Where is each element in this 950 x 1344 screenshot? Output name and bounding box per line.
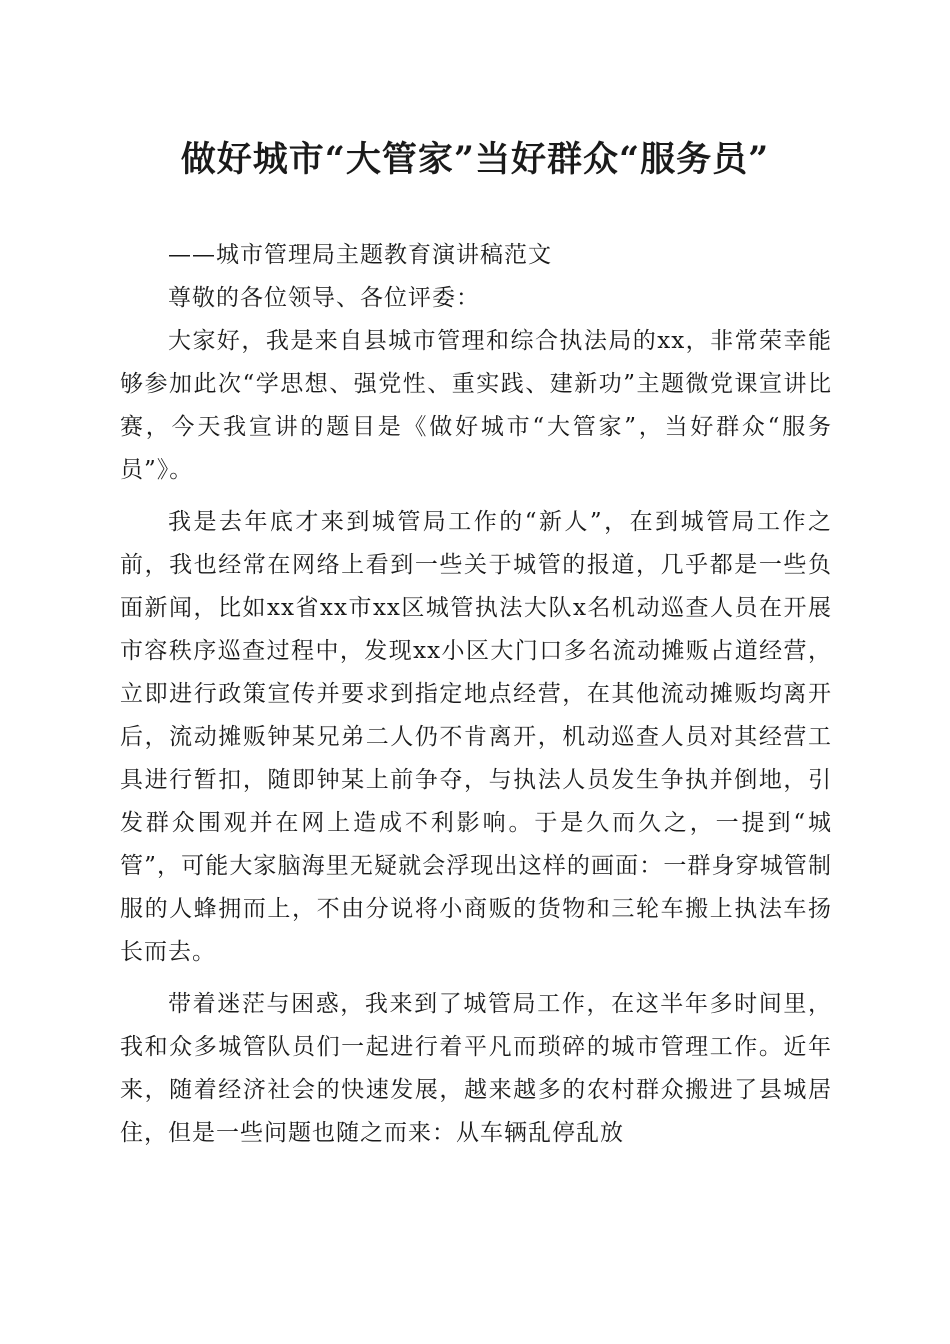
subtitle: ——城市管理局主题教育演讲稿范文 — [168, 242, 552, 268]
document-body — [120, 234, 832, 1155]
salutation: 尊敬的各位领导、各位评委： — [168, 285, 480, 311]
paragraph-work-experience: 带着迷茫与困惑，我来到了城管局工作，在这半年多时间里，我和众多城管队员们一起进行着平凡而琐碎的城市管理工作。近年来，随着经济社会的快速发展，越来越多的农村群众搬进了县城居住，但是一些问题也随之而来：从车辆乱停乱放 — [120, 991, 832, 1146]
paragraph-intro: 大家好，我是来自县城市管理和综合执法局的xx，非常荣幸能够参加此次“学思想、强党性、重实践、建新功”主题微党课宣讲比赛，今天我宣讲的题目是《做好城市“大管家”，当好群众“服务员”》。 — [120, 328, 832, 483]
paragraph-news-example: 我是去年底才来到城管局工作的“新人”，在到城管局工作之前，我也经常在网络上看到一些关于城管的报道，几乎都是一些负面新闻，比如xx省xx市xx区城管执法大队x名机动巡查人员在开展市容秩序巡查过程中，发现xx小区大门口多名流动摊贩占道经营，立即进行政策宣传并要求到指定地点经营，在其他流动摊贩均离开后，流动摊贩钟某兄弟二人仍不肯离开，机动巡查人员对其经营工具进行暂扣，随即钟某上前争夺，与执法人员发生争执并倒地，引发群众围观并在网上造成不利影响。于是久而久之，一提到“城管”，可能大家脑海里无疑就会浮现出这样的画面：一群身穿城管制服的人蜂拥而上，不由分说将小商贩的货物和三轮车搬上执法车扬长而去。 — [120, 509, 832, 965]
document-title: 做好城市“大管家”当好群众“服务员” — [180, 139, 770, 180]
